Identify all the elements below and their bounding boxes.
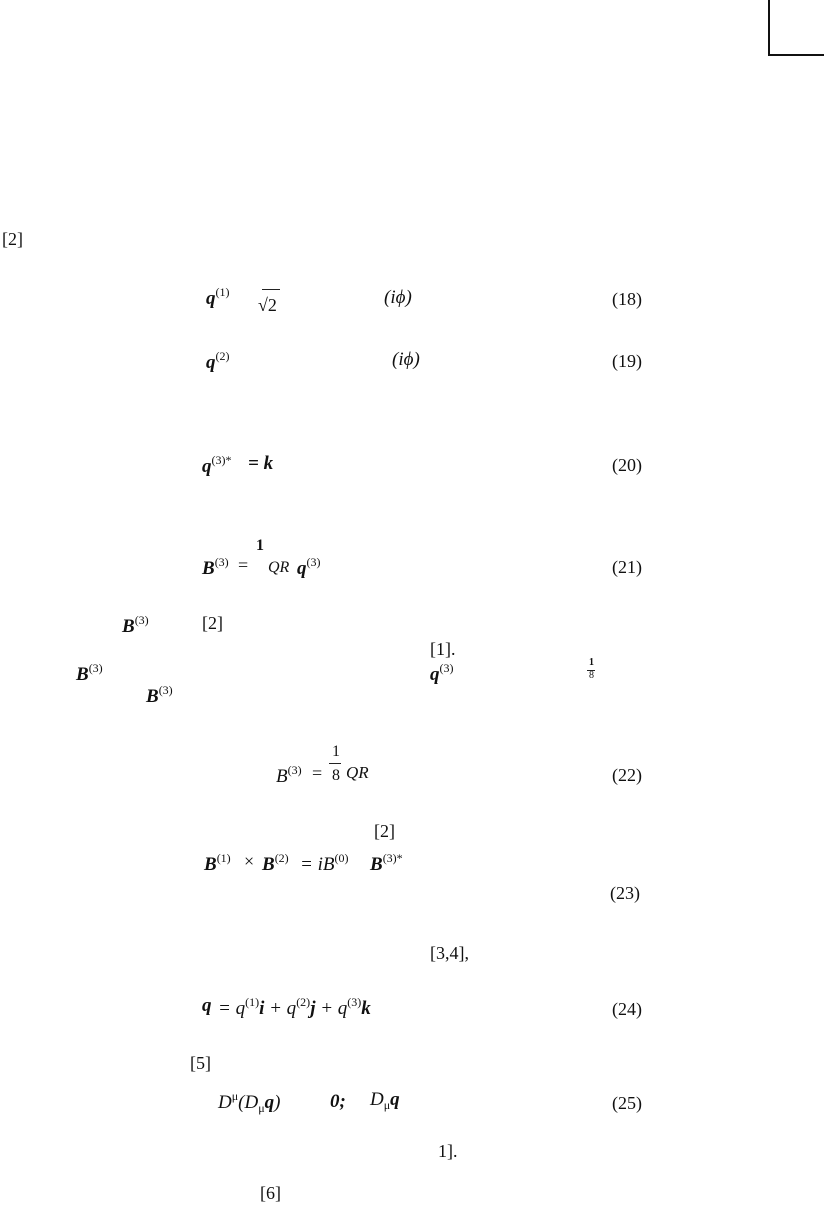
eq23-b2: $B^{(2)}$ — [262, 851, 289, 875]
eq19-phase: (iϕ) — [392, 349, 420, 370]
citation: [2] — [202, 613, 223, 633]
inline-frac-num: 1 — [589, 657, 594, 668]
inline-b3: $B^{(3)}$ — [146, 683, 173, 707]
equation-number: (25) — [612, 1093, 642, 1113]
eq18-phase: (iϕ) — [384, 287, 412, 308]
eq23-ib0: = $iB^{(0)}$ — [300, 851, 349, 875]
eq24-lhs: q — [202, 995, 212, 1016]
eq22-frac-denominator: 8 — [332, 767, 340, 784]
eq20-rhs: = k — [248, 453, 274, 474]
eq22-fraction-bar — [329, 763, 341, 764]
equation-number: (21) — [612, 557, 642, 577]
citation: [3,4], — [430, 943, 469, 963]
equation-number: (24) — [612, 999, 642, 1019]
eq22-lhs: $B^{(3)}$ — [276, 763, 302, 787]
eq18-fraction-bar — [262, 289, 280, 290]
eq23-times: × — [244, 851, 255, 871]
equation-number: (23) — [610, 883, 640, 903]
eq21-q: $q^{(3)}$ — [297, 555, 321, 579]
eq21-lhs: $B^{(3)}$ — [202, 555, 229, 579]
inline-b3: $B^{(3)}$ — [76, 661, 103, 685]
citation: [5] — [190, 1053, 211, 1073]
eq22-equals: = — [312, 763, 323, 783]
citation: [2] — [374, 821, 395, 841]
eq20-lhs: $q^{(3)*}$ — [202, 453, 232, 477]
eq22-rhs: QR — [346, 763, 369, 782]
eq18-lhs: $q^{(1)}$ — [206, 285, 230, 309]
inline-frac-den: 8 — [589, 670, 594, 681]
equation-number: (19) — [612, 351, 642, 371]
eq23-b3: $B^{(3)*}$ — [370, 851, 403, 875]
page-corner-mark — [768, 0, 824, 56]
equation-number: (20) — [612, 455, 642, 475]
eq18-frac-denominator: √2 — [258, 295, 277, 315]
eq25-zero: 0; — [330, 1091, 346, 1112]
citation: [1]. — [430, 639, 456, 659]
eq21-frac-numerator: 1 — [256, 537, 264, 554]
eq25-lhs: $D^\mu(D_\mu q)$ — [218, 1089, 281, 1115]
eq19-lhs: $q^{(2)}$ — [206, 349, 230, 373]
eq24-rhs: = $q^{(1)}i + q^{(2)}j + q^{(3)}k$ — [218, 995, 371, 1019]
inline-q3: $q^{(3)}$ — [430, 661, 454, 685]
citation: 1]. — [438, 1141, 458, 1161]
equation-number: (22) — [612, 765, 642, 785]
inline-b3: $B^{(3)}$ — [122, 613, 149, 637]
eq22-frac-numerator: 1 — [332, 743, 340, 760]
eq23-b1: $B^{(1)}$ — [204, 851, 231, 875]
eq25-dq: $D_\mu q$ — [370, 1089, 400, 1112]
eq21-qr: QR — [268, 559, 290, 576]
eq21-equals: = — [238, 555, 249, 575]
citation: [2] — [2, 229, 23, 249]
citation: [6] — [260, 1183, 281, 1203]
equation-number: (18) — [612, 289, 642, 309]
